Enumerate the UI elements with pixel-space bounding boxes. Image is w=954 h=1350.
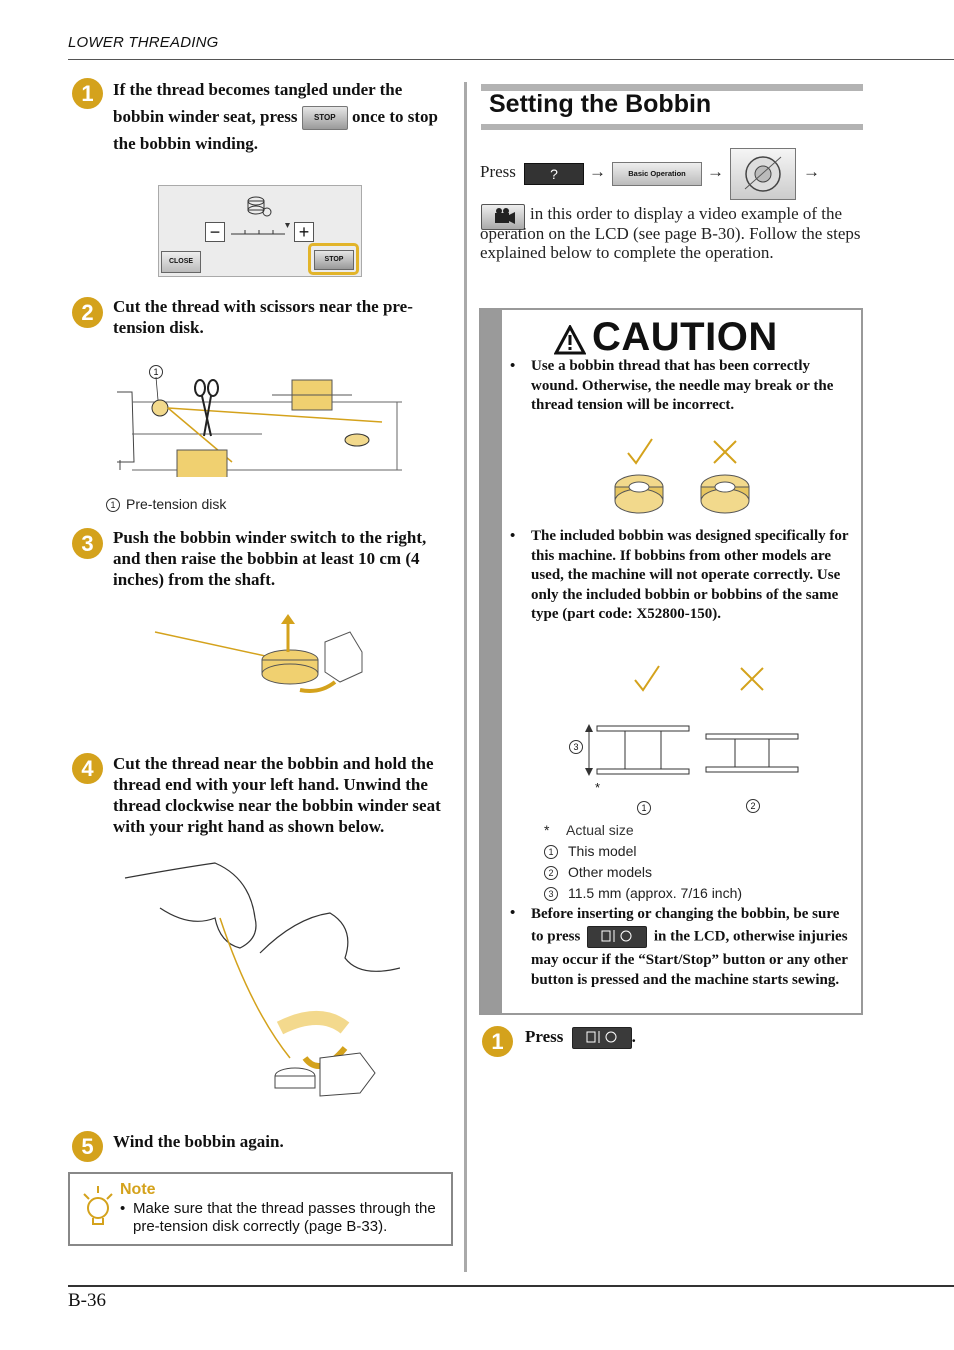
callout-dim: 3 <box>569 740 583 754</box>
legend-mark-1: 1 <box>544 845 558 859</box>
caution-bullet-3a: Before inserting or changing the bobbin, be sure to press <box>531 906 840 945</box>
help-button[interactable]: ? <box>524 163 584 185</box>
footer-rule <box>68 1285 954 1287</box>
decrease-button[interactable]: − <box>205 222 225 242</box>
legend-mark-2: 2 <box>544 866 558 880</box>
scissors-icon <box>191 378 223 440</box>
right-step-1-end: . <box>631 1027 636 1046</box>
caution-stripe <box>481 310 502 1013</box>
page-number: B-36 <box>68 1290 106 1311</box>
unwind-thread-figure <box>120 858 400 1110</box>
increase-button[interactable]: + <box>294 222 314 242</box>
step-number-2: 2 <box>72 297 103 328</box>
right-step-number-1: 1 <box>482 1026 513 1057</box>
cross-icon <box>714 441 736 463</box>
arrow-3: → <box>803 162 820 181</box>
warning-triangle-icon <box>554 325 586 355</box>
note-bullet: Make sure that the thread passes through the pre-tension disk correctly (page B-33). <box>133 1200 436 1235</box>
legend-mark-3: 3 <box>544 887 558 901</box>
caution-bullet-2: The included bobbin was designed specifically for this machine. If bobbins from other models are used, the machine will not operate correctly. Use only the included bobbin or bobbins of the same type (part code: X52800-150). <box>531 528 849 622</box>
callout-model-b: 2 <box>746 799 760 813</box>
step-number-1: 1 <box>72 78 103 109</box>
bullet-dot-2: • <box>510 528 516 544</box>
presser-foot-lock-icon <box>588 927 646 945</box>
stop-button[interactable]: STOP <box>314 250 354 270</box>
step-1-text <box>113 76 448 157</box>
caution-bullet-1: Use a bobbin thread that has been correctly wound. Otherwise, the needle may break or the thread tension will be incorrect. <box>531 358 834 413</box>
bullet-dot-3: • <box>510 905 516 921</box>
note-title: Note <box>120 1181 156 1198</box>
bobbin-size-comparison <box>565 662 810 782</box>
note-lightbulb-icon <box>80 1184 114 1228</box>
legend-num: 1 <box>106 498 120 512</box>
caution-bullet-3 <box>531 904 853 990</box>
basic-operation-button[interactable]: Basic Operation <box>612 162 702 186</box>
callout-1: 1 <box>149 365 163 379</box>
step-number-4: 4 <box>72 753 103 784</box>
bobbin-topic-button[interactable] <box>730 148 796 200</box>
caution-bullet-3b: in the LCD, otherwise injuries may occur if the “Start/Stop” button or any other button is pressed and the machine starts sewing. <box>531 928 848 988</box>
intro-text: in this order to display a video example of the operation on the LCD (see page B-30). Follow the steps explained below to complete the operation. <box>480 204 861 262</box>
arrow-2: → <box>707 162 724 181</box>
caution-title: CAUTION <box>592 315 778 359</box>
presser-foot-lock-button[interactable] <box>572 1027 632 1049</box>
press-label: Press <box>480 162 516 181</box>
bullet-dot-1: • <box>510 358 516 374</box>
stop-button-inline: STOP <box>302 106 348 130</box>
close-button[interactable]: CLOSE <box>161 251 201 273</box>
size-legend <box>544 820 742 904</box>
legend-text-1: This model <box>568 843 637 859</box>
legend-text-3: 11.5 mm (approx. 7/16 inch) <box>568 885 743 901</box>
column-divider <box>464 82 467 1272</box>
section-title: Setting the Bobbin <box>489 90 712 118</box>
legend-text: Pre-tension disk <box>126 496 227 512</box>
right-step-1-text <box>525 1026 636 1049</box>
note-text: • Make sure that the thread passes through the pre-tension disk correctly (page B-33). <box>120 1200 450 1236</box>
section-header: LOWER THREADING <box>68 34 219 51</box>
check-icon <box>628 439 652 463</box>
step-1-text-a: If the thread becomes tangled under the bobbin winder seat, press <box>113 80 403 126</box>
bobbin-case-icon <box>731 149 795 199</box>
pre-tension-figure <box>112 362 407 477</box>
bobbin-raise-figure <box>150 612 370 697</box>
legend-text-2: Other models <box>568 864 653 880</box>
step-4-text: Cut the thread near the bobbin and hold the thread end with your left hand. Unwind the thread clockwise near the bobbin winder seat with your right hand as shown below. <box>113 754 441 836</box>
right-step-1-label: Press <box>525 1027 564 1046</box>
step-2-text: Cut the thread with scissors near the pre-tension disk. <box>113 297 413 337</box>
header-rule <box>68 59 954 60</box>
cross-icon <box>741 668 763 690</box>
step-number-5: 5 <box>72 1131 103 1162</box>
presser-foot-lock-button-inline <box>587 926 647 948</box>
step-5-text: Wind the bobbin again. <box>113 1132 284 1151</box>
presser-foot-lock-icon <box>573 1028 631 1046</box>
fig1-legend <box>106 496 226 512</box>
asterisk-mark: * <box>595 780 601 795</box>
check-icon <box>635 666 659 690</box>
legend-mark-0: * <box>544 822 550 838</box>
lcd-panel-figure <box>158 185 362 277</box>
legend-text-0: Actual size <box>566 822 634 838</box>
step-1-text-b: once to stop the bobbin winding. <box>113 107 438 154</box>
arrow-1: → <box>589 162 606 181</box>
step-3-text: Push the bobbin winder switch to the right, and then raise the bobbin at least 10 cm (4 inches) from the shaft. <box>113 528 427 589</box>
step-number-3: 3 <box>72 528 103 559</box>
title-bar-bottom <box>481 124 863 130</box>
callout-model-a: 1 <box>637 801 651 815</box>
bobbin-wind-comparison <box>610 435 755 525</box>
